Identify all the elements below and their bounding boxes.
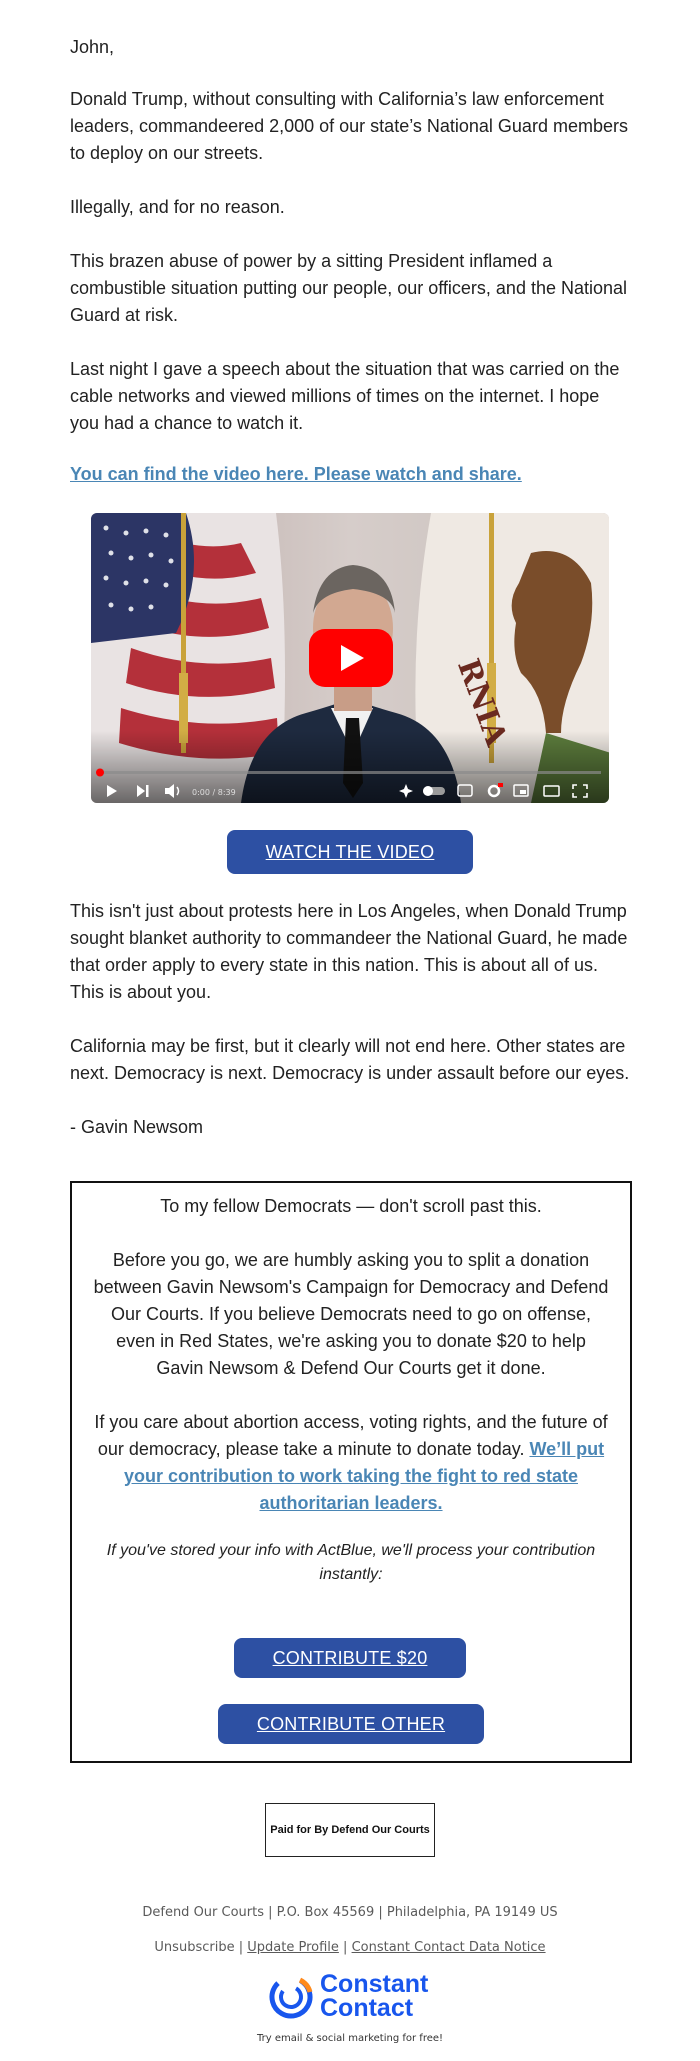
- signoff-text: - Gavin Newsom: [70, 1117, 204, 1137]
- youtube-play-icon: [309, 629, 393, 687]
- letter-paragraph-4: [70, 356, 630, 437]
- video-progress-handle: [96, 769, 104, 777]
- box-heading: To my fellow Democrats — don't scroll past this.: [160, 1196, 542, 1216]
- paid-for-box: [265, 1803, 435, 1857]
- footer-links: [0, 1940, 700, 1955]
- letter-paragraph-5: [70, 898, 630, 1006]
- data-notice-link[interactable]: Constant Contact Data Notice: [351, 1940, 546, 1955]
- footer-address: Defend Our Courts | P.O. Box 45569 | Philadelphia, PA 19149 US: [142, 1905, 558, 1920]
- paragraph-1-text: Donald Trump, without consulting with California’s law enforcement leaders, commandeered 2,000 of our state’s National Guard members to deploy on our streets.: [70, 89, 628, 163]
- video-thumbnail: [91, 513, 609, 803]
- paragraph-6-text: California may be first, but it clearly will not end here. Other states are next. Democracy is next. Democracy is under assault before our eyes.: [70, 1036, 630, 1083]
- video-link[interactable]: You can find the video here. Please watch and share.: [70, 464, 522, 484]
- contribution-link[interactable]: We’ll put your contribution to work taking the fight to red state authoritarian leaders.: [124, 1439, 605, 1513]
- paid-for-text: Paid for By Defend Our Courts: [270, 1824, 430, 1836]
- contribute-other-button[interactable]: CONTRIBUTE OTHER: [218, 1704, 484, 1744]
- unsubscribe-link[interactable]: Unsubscribe: [154, 1940, 235, 1955]
- logo-line-2: Contact: [320, 1994, 414, 2022]
- update-profile-link[interactable]: Update Profile: [247, 1940, 339, 1955]
- constant-contact-logo[interactable]: [268, 1972, 438, 2024]
- video-link-row: [70, 464, 630, 485]
- constant-contact-icon: [268, 1974, 314, 2020]
- donation-box: [70, 1181, 632, 1763]
- paragraph-4-text: Last night I gave a speech about the situation that was carried on the cable networks and viewed millions of times on the internet. I hope you had a chance to watch it.: [70, 359, 620, 433]
- video-time: 0:00 / 8:39: [192, 788, 236, 797]
- letter-paragraph-2: [70, 194, 630, 221]
- letter-signoff: [70, 1114, 630, 1141]
- letter-paragraph-6: [70, 1033, 630, 1087]
- footer-separator: |: [343, 1940, 348, 1955]
- footer-tagline: Try email & social marketing for free!: [256, 2033, 444, 2044]
- letter-paragraph-3: [70, 248, 630, 329]
- paragraph-5-text: This isn't just about protests here in Los Angeles, when Donald Trump sought blanket authority to commandeer the National Guard, he made that order apply to every state in this nation. This is about all of us. This is about you.: [70, 901, 628, 1002]
- actblue-note: If you've stored your info with ActBlue, we'll process your contribution instantly:: [106, 1542, 596, 1583]
- box-paragraph-2-text: If you care about abortion access, voting rights, and the future of our democracy, please take a minute to donate today.: [94, 1412, 608, 1459]
- box-paragraph-1: Before you go, we are humbly asking you to split a donation between Gavin Newsom's Campaign for Democracy and Defend Our Courts. If you believe Democrats need to go on offense, even in Red States, we're asking you to donate $20 to help Gavin Newsom & Defend Our Courts get it done.: [93, 1250, 609, 1378]
- video-progress-track: [99, 771, 601, 774]
- paragraph-3-text: This brazen abuse of power by a sitting President inflamed a combustible situation putting our people, our officers, and the National Guard at risk.: [70, 251, 628, 325]
- watch-video-button[interactable]: WATCH THE VIDEO: [227, 830, 473, 874]
- letter-greeting: [70, 34, 630, 61]
- footer-separator: |: [238, 1940, 244, 1955]
- logo-line-1: Constant: [320, 1970, 429, 1998]
- greeting-text: John,: [70, 37, 115, 57]
- box-paragraph-2: [92, 1409, 610, 1517]
- contribute-20-button[interactable]: CONTRIBUTE $20: [234, 1638, 466, 1678]
- letter-paragraph-1: [70, 86, 630, 167]
- video-player[interactable]: [91, 513, 609, 803]
- paragraph-2-text: Illegally, and for no reason.: [70, 197, 285, 217]
